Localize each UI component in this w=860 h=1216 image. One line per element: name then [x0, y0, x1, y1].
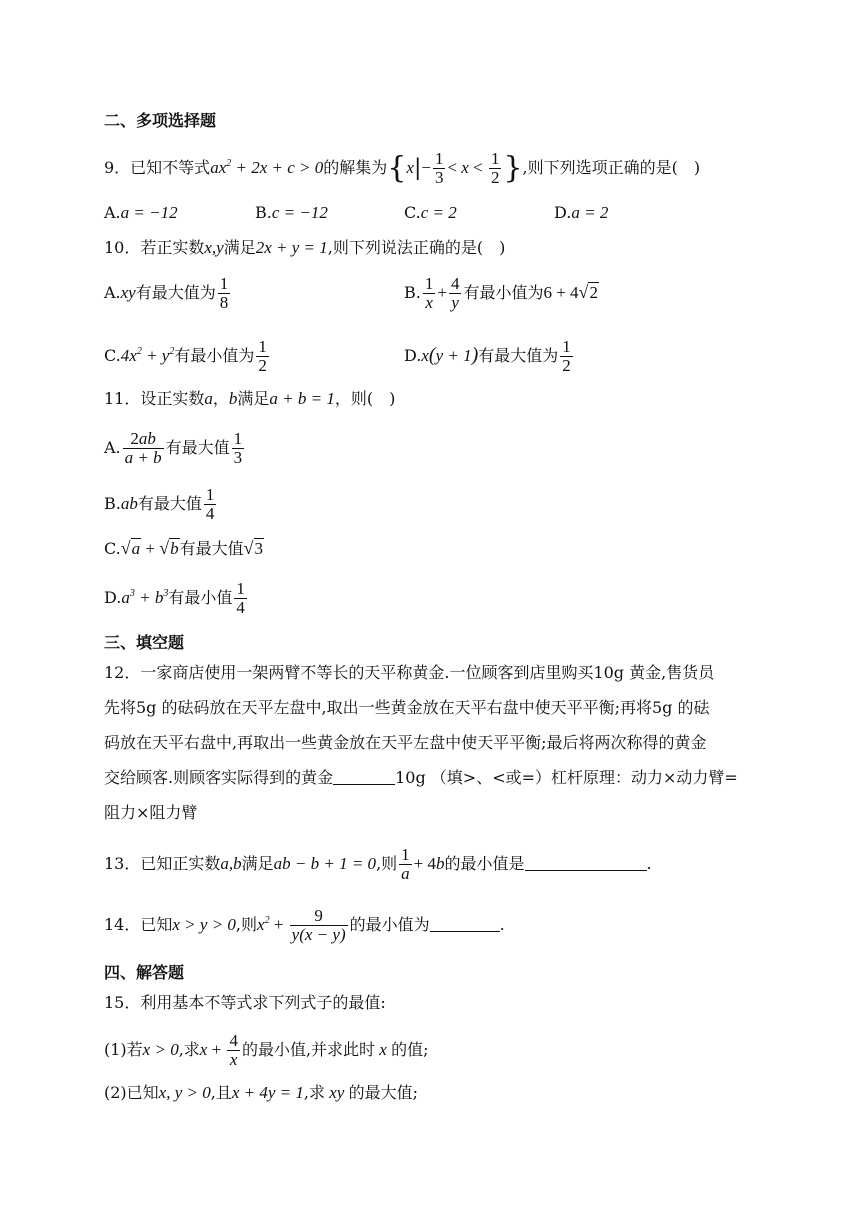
q10-option-c-text: 有最小值为	[174, 346, 255, 365]
q14-comma: ,则	[235, 915, 258, 934]
q14-tail: 的最小值为	[349, 915, 430, 934]
q10-option-c-label: C.	[104, 346, 121, 365]
q12-answer-blank[interactable]	[333, 768, 395, 785]
question-10	[104, 237, 505, 259]
q11-option-a: A. $\frac{2ab}{a + b}$ 有最大值 $\frac{1}{3}$	[104, 429, 243, 467]
q13-answer-blank[interactable]	[525, 854, 647, 871]
q11-option-b: B.ab有最大值 $\frac{1}{4}$	[104, 485, 215, 523]
q15-p2-d: 的最大值;	[348, 1083, 418, 1102]
q10-option-a-label: A.	[104, 283, 121, 302]
q13-condition: ab − b + 1 = 0	[273, 854, 377, 873]
q10-option-a: A.xy有最大值为 $\frac{1}{8}$	[104, 274, 229, 312]
section-title-solutions: 四、解答题	[104, 963, 185, 982]
q13-end: .	[646, 854, 652, 873]
q12-line-5: 阻力×阻力臂	[104, 803, 198, 822]
q10-option-c: $C.4x^2 + y^2$有最小值为 $\frac{1}{2}$	[104, 337, 267, 375]
q13-lead: 13．已知正实数	[104, 854, 221, 873]
q10-option-b-label: B.	[404, 283, 421, 302]
q10-tail: ,则下列说法正确的是( )	[327, 238, 506, 257]
q10-option-a-text: 有最大值为	[135, 283, 216, 302]
q15-p1-d: 的值;	[391, 1040, 429, 1059]
q12-line-4-a: 交给顾客.则顾客实际得到的黄金	[104, 768, 334, 787]
q9-option-a-label: A.	[104, 203, 121, 222]
q13-tail: 的最小值是	[444, 854, 525, 873]
q9-option-b-label: B.	[255, 203, 272, 222]
q11-mid: 满足	[237, 389, 270, 408]
q11-option-a-text: 有最大值	[165, 438, 230, 457]
q9-option-c-math: c = 2	[420, 203, 457, 222]
q15-lead: 15．利用基本不等式求下列式子的最值:	[104, 993, 386, 1012]
q14-condition: x > y > 0	[172, 915, 236, 934]
q9-option-d	[554, 202, 608, 224]
q11-var-a: a	[204, 389, 213, 408]
q11-sep: ，	[212, 389, 229, 408]
q9-mid: 的解集为	[323, 158, 388, 177]
q14-lead: 14．已知	[104, 915, 173, 934]
question-13: 13．已知正实数a,b满足ab − b + 1 = 0,则 $\frac{1}{a}$ + 4b的最小值是 .	[104, 845, 652, 883]
q9-option-d-math: a = 2	[571, 203, 609, 222]
q12-line-4-b: 10g （填>、<或=）杠杆原理：动力×动力臂=	[395, 768, 738, 787]
q12-line-3: 码放在天平右盘中,再取出一些黄金放在天平左盘中使天平平衡;最后将两次称得的黄金	[104, 733, 707, 752]
q9-option-a-math: a = −12	[120, 203, 178, 222]
q9-tail: ,则下列选项正确的是( )	[522, 158, 701, 177]
q9-option-d-label: D.	[554, 203, 572, 222]
section-title-fill-in: 三、填空题	[104, 633, 185, 652]
q9-option-b	[255, 202, 328, 224]
q11-option-b-text: 有最大值	[137, 494, 202, 513]
q11-option-a-label: A.	[104, 438, 121, 457]
q10-condition: 2x + y = 1	[255, 238, 328, 257]
q9-option-c	[404, 202, 457, 224]
q13-vars: a,b	[220, 854, 242, 873]
q11-tail: ，则( )	[334, 389, 396, 408]
q9-option-a	[104, 202, 178, 224]
q14-end: .	[499, 915, 505, 934]
q10-option-d: D.x(y + 1)有最大值为 $\frac{1}{2}$	[404, 337, 571, 375]
q15-p2-c: ,求	[303, 1083, 325, 1102]
q11-option-d: $D.a^3 + b^3$有最小值 $\frac{1}{4}$	[104, 579, 245, 617]
q11-lead: 11．设正实数	[104, 389, 205, 408]
q11-option-d-text: 有最小值	[168, 588, 233, 607]
q12-line-1: 12．一家商店使用一架两臂不等长的天平称黄金.一位顾客到店里购买10g 黄金,售货员	[104, 663, 715, 682]
q15-p1-b: ,求	[178, 1040, 200, 1059]
q15-p1-c: 的最小值,并求此时	[241, 1040, 376, 1059]
q15-p2-a: (2)已知	[104, 1083, 159, 1102]
q11-condition: a + b = 1	[269, 389, 335, 408]
q10-option-d-text: 有最大值为	[478, 346, 559, 365]
q9-option-c-label: C.	[404, 203, 421, 222]
q11-option-c-label: C.	[104, 539, 121, 558]
q11-option-d-label: D.	[104, 588, 122, 607]
q10-option-b: B. $\frac{1}{x}$ + $\frac{4}{y}$ 有最小值为6 + 4√2	[404, 274, 598, 312]
q15-part-2: (2)已知x, y > 0,且x + 4y = 1,求 xy 的最大值;	[104, 1083, 418, 1102]
q11-option-c-text: 有最大值	[179, 539, 244, 558]
q15-part-1: (1)若x > 0,求x + $\frac{4}{x}$ 的最小值,并求此时 x 的值;	[104, 1031, 429, 1069]
q9-solution-set: {x|− $\frac{1}{3}$ < x < $\frac{1}{2}$ }	[387, 149, 523, 187]
q15-p2-b: ,且	[210, 1083, 232, 1102]
q9-inequality: $ax^2 + 2x + c > 0$	[210, 158, 324, 177]
q10-option-b-text: 有最小值为	[463, 283, 544, 302]
question-9	[104, 150, 700, 187]
q12-line-2: 先将5g 的砝码放在天平左盘中,取出一些黄金放在天平右盘中使天平平衡;再将5g 的砝	[104, 698, 710, 717]
q14-answer-blank[interactable]	[430, 915, 500, 932]
q10-mid: 满足	[223, 238, 256, 257]
section-title-multiple-choice: 二、多项选择题	[104, 111, 217, 130]
q9-lead: 9．已知不等式	[104, 158, 211, 177]
question-11	[104, 388, 395, 410]
q12-line-4	[104, 767, 738, 789]
q15-p1-a: (1)若	[104, 1040, 143, 1059]
q11-option-c: C.√a + √b有最大值√3	[104, 538, 264, 558]
q10-option-d-label: D.	[404, 346, 422, 365]
question-14: 14．已知x > y > 0,则$x^2$ + $\frac{9}{y(x - y)}$ 的最小值为 .	[104, 906, 505, 944]
q10-vars: x,y	[204, 238, 224, 257]
q10-lead: 10．若正实数	[104, 238, 205, 257]
q11-option-b-label: B.	[104, 494, 121, 513]
q13-mid: 满足	[241, 854, 274, 873]
q13-comma: ,则	[376, 854, 398, 873]
q9-option-b-math: c = −12	[271, 203, 328, 222]
q11-var-b: b	[228, 389, 238, 408]
